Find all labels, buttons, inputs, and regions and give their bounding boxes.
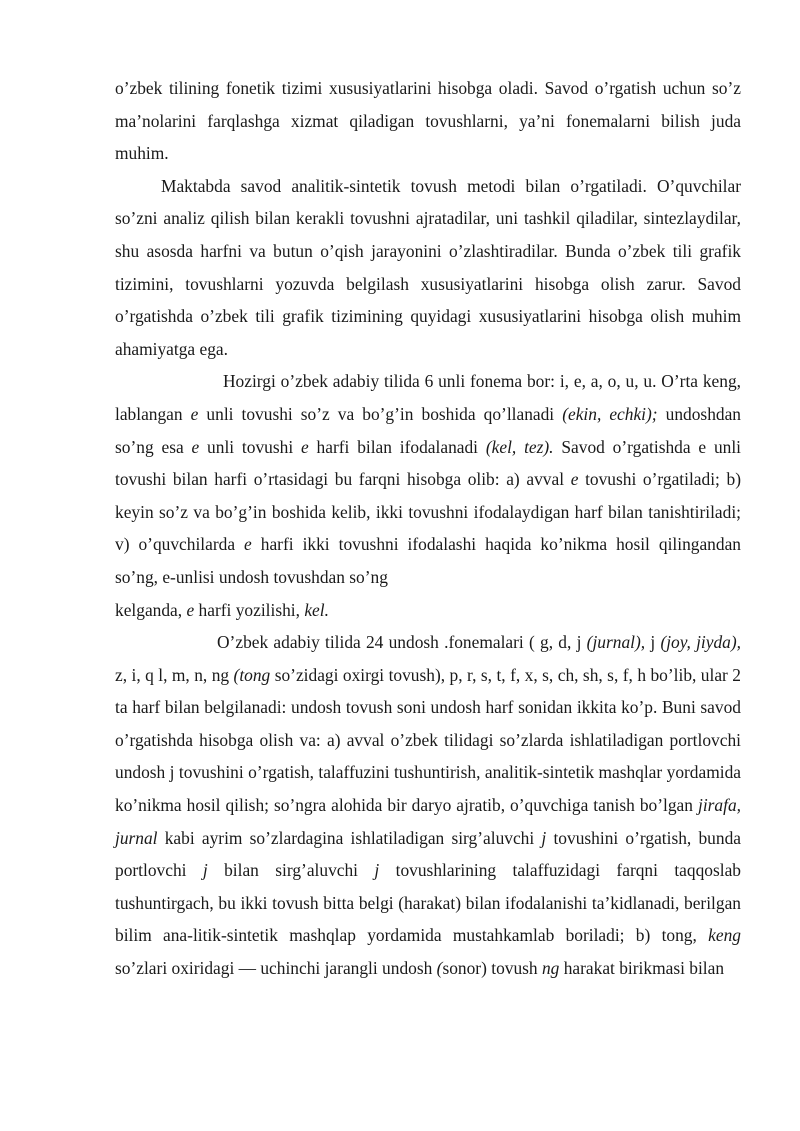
text-run: harfi ikki tovushni ifodalashi haqida ko’nikma hosil qilingandan so’ng, e-unlisi undosh tovushdan so’ng bbox=[115, 534, 741, 587]
italic-text-run: (jurnal), bbox=[586, 632, 646, 653]
italic-text-run: kel. bbox=[304, 599, 329, 620]
text-run: Hozirgi o’zbek adabiy tilida 6 unli fonema bor: i, e, a, o, u, u. O’rta keng, lablangan bbox=[115, 371, 741, 424]
text-run: undoshdan so’ng esa bbox=[115, 403, 742, 457]
text-run: kabi ayrim so’zlardagina ishlatiladigan sirg’aluvchi bbox=[157, 827, 542, 848]
paragraph-2 bbox=[115, 170, 741, 366]
text-run: O’zbek adabiy tilida 24 undosh .fonemalari ( g, d, j bbox=[217, 632, 587, 653]
text-run: Maktabda savod analitik-sintetik tovush metodi bilan o’rgatiladi. O’quvchilar so’zni analiz qilish bilan kerakli tovushni ajratadilar, uni tashkil qiladilar, sintezlaydilar, shu asosda harfni va butun o’qish jarayonini o’zlashtiradilar. Bunda o’zbek tili grafik tizimini, tovushlarni yozuvda belgilash xususiyatlarini hisobga olish zarur. Savod o’rgatishda o’zbek tili grafik tizimining quyidagi xususiyatlarini hisobga olish muhim ahamiyatga ega. bbox=[115, 175, 741, 359]
italic-text-run: ng bbox=[541, 958, 560, 979]
text-run: z, i, q l, m, n, ng bbox=[115, 664, 234, 685]
italic-text-run: j bbox=[541, 827, 547, 848]
paragraph-5 bbox=[115, 626, 741, 985]
italic-text-run: (ekin, echki); bbox=[562, 403, 658, 424]
text-run: so’zidagi oxirgi tovush), p, r, s, t, f, x, s, ch, sh, s, f, h bo’lib, ular 2 ta harf bilan belgilanadi: undosh tovush soni undosh harf sonidan ikkita ko’p. Buni savod o’rgatishda hisobga olish va: a) avval o’zbek tilidagi so’zlarda ishlatiladigan portlovchi undosh j tovushini o’rgatish, talaffuzini tushuntirish, analitik-sintetik mashqlar yordamida ko’nikma hosil qilish; so’ngra alohida bir daryo ajratib, o’quvchiga tanish bo’lgan bbox=[115, 664, 741, 816]
italic-text-run: keng bbox=[708, 925, 741, 946]
italic-text-run: j bbox=[374, 860, 380, 881]
text-run: sonor) tovush bbox=[442, 958, 542, 979]
text-run: bilan sirg’aluvchi bbox=[207, 860, 375, 881]
paragraph-3 bbox=[115, 365, 741, 593]
text-run: so’zlari oxiridagi — uchinchi jarangli undosh bbox=[115, 958, 437, 979]
italic-text-run: j bbox=[202, 860, 208, 881]
italic-text-run: e bbox=[300, 436, 309, 457]
text-run: unli tovushi so’z va bo’g’in boshida qo’llanadi bbox=[198, 403, 563, 424]
text-run: tovushini o’rgatish, bunda portlovchi bbox=[115, 827, 741, 881]
italic-text-run: e bbox=[570, 469, 579, 490]
text-run: harakat birikmasi bilan bbox=[559, 958, 725, 979]
italic-text-run: jirafa, jurnal bbox=[115, 795, 741, 848]
document-body bbox=[115, 72, 741, 985]
text-run: unli tovushi bbox=[199, 436, 301, 457]
text-run: kelganda, bbox=[115, 599, 187, 620]
italic-text-run: (kel, tez). bbox=[485, 436, 554, 457]
italic-text-run: e bbox=[244, 534, 252, 555]
italic-text-run: e bbox=[191, 436, 200, 457]
italic-text-run: (joy, jiyda), bbox=[660, 632, 742, 653]
text-run: harfi yozilishi, bbox=[194, 599, 305, 620]
paragraph-1 bbox=[115, 72, 741, 170]
text-run: j bbox=[645, 632, 661, 653]
paragraph-4 bbox=[115, 594, 741, 627]
text-run: o’zbek tilining fonetik tizimi xususiyatlarini hisobga oladi. Savod o’rgatish uchun so’z ma’nolarini farqlashga xizmat qiladigan tovushlarni, ya’ni fonemalarni bilish juda muhim. bbox=[115, 78, 741, 164]
italic-text-run: (tong bbox=[233, 664, 271, 685]
text-run: Savod o’rgatishda e unli tovushi bilan harfi o’rtasidagi bu farqni hisobga olib: a) avval bbox=[115, 436, 742, 490]
text-run: tovushlarining talaffuzidagi farqni taqqoslab tushuntirgach, bu ikki tovush bitta belgi (harakat) bilan ifodalanishi ta’kidlanadi, berilgan bilim ana-litik-sintetik mashqlap yordamida mustahkamlab boriladi; b) tong, bbox=[115, 860, 741, 946]
text-run: tovushi o’rgatiladi; b) keyin so’z va bo’g’in boshida kelib, ikki tovushni ifodalaydigan harf bilan tanishtiriladi; v) o’quvchilarda bbox=[115, 469, 741, 555]
italic-text-run: ( bbox=[436, 958, 443, 979]
text-run: harfi bilan ifodalanadi bbox=[308, 436, 486, 457]
italic-text-run: e bbox=[186, 599, 195, 620]
italic-text-run: e bbox=[190, 403, 199, 424]
